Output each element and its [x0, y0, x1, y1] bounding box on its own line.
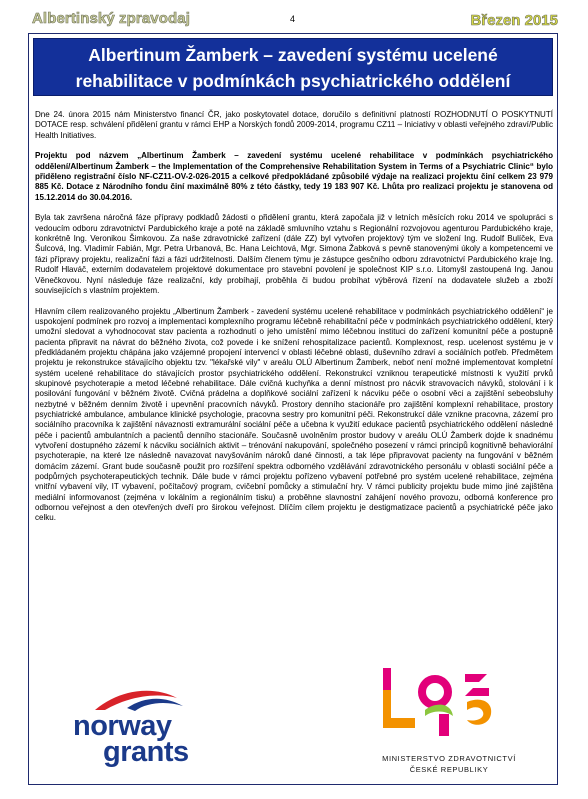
paragraph-announcement: Dne 24. února 2015 nám Ministerstvo financí ČR, jako poskytovatel dotace, doručilo s definitivní platností ROZHODNUTÍ O POSKYTNUTÍ DOTACE resp. schválení přidělení grantu v rámci EHP a Norských fondů 2009-2014, programu CZ11 – Iniciativy v oblasti veřejného zdraví/Public Health Initiatives.	[35, 110, 553, 140]
norway-word: norway	[73, 710, 172, 742]
paragraph-project-details: Projektu pod názvem „Albertinum Žamberk – zavedení systému ucelené rehabilitace v podmínkách psychiatrického oddělení/Albertinum Žamberk – the Implementation of the Comprehensive Rehabilitation System in Terms of a Psychiatric Clinic“ bylo přiděleno registrační číslo NF-CZ11-OV-2-026-2015 a celkové předpokládané způsobilé výdaje na realizaci projektu činí celkem 23 979 885 Kč. Dotace z Národního fondu činí maximálně 80% z této částky, tedy 19 183 907 Kč. Lhůta pro realizaci projektu je stanovena od 15.12.2014 do 30.04.2016.	[35, 151, 553, 202]
page-number: 4	[290, 14, 296, 24]
article-title-line-1: Albertinum Žamberk – zavedení systému ucelené	[88, 45, 498, 65]
page-header	[28, 10, 558, 32]
ministry-emblem-icon	[369, 662, 519, 744]
norway-grants-logo	[73, 684, 223, 768]
ministry-name-line-1: MINISTERSTVO ZDRAVOTNICTVÍ	[382, 754, 516, 763]
article-body	[35, 110, 553, 534]
paragraph-main-goal: Hlavním cílem realizovaného projektu „Albertinum Žamberk - zavedení systému ucelené rehabilitace v podmínkách psychiatrického oddělení“ je uspokojení podmínek pro rozvoj a implementaci komplexního programu léčebně rehabilitační péče v podmínkách psychiatrického oddělení, který umožní sledovat a vyhodnocovat stav pacienta a rozhodnutí o jeho umístění mimo léčebnou instituci do zařízení komunitní péče a postupně pacienta připravit na návrat do běžného života, což povede i ke snížení rehospitalizace pacientů. Komplexnost, resp. ucelenost systému je v předkládaném projektu chápána jako vzájemné propojení intervencí v oblasti léčebné oblasti, duševního zdraví a sociálních potřeb. Předmětem projektu je rekonstrukce stávajícího objektu tzv. "lékařské vily" v areálu OLÚ Albertinum Žamberk, neboť není možné implementovat kompletní systém ucelené rehabilitace do stávajících prostor psychiatrického oddělení. Rekonstrukcí vzniknou terapeutické místnosti k využití prvků skupinové psychoterapie a metod léčebné rehabilitace. Dále cvičná kuchyňka a denní místnost pro nácvik stravovacích návyků, stolování i k posilování fungování v běžném životě. Cvičná prádelna a doplňkové sociální zařízení k nácviku péče o osobní věci a zajištění sebeobsluhy nezbytné v běžném denním životě i upevnění pracovních návyků. Prostory denního stacionáře pro zajištění komplexní rehabilitace, prostory psychiatrické ambulance, ambulance klinické psychologie, pracovna sestry pro komunitní péči. Rekonstrukcí dále vznikne pracovna, zázemí pro sociálního pracovníka k zajištění návaznosti extramurální sociální péče a učebna k využití edukace pacientů psychiatrického oddělení následné péče i pacientů ambulantních a pacientů denního stacionáře. Současně uvolněním prostor budovy v areálu OLÚ Žamberk dojde k snadnému vytvoření dostupného zázemí k nácviku sociálních aktivit – trénování nakupování, společného posezení v rámci principů kognitivně behaviorální psychoterapie, na které lze následně navazovat navyšováním nároků dané činnosti, a tak lépe připravovat pacienty na fungování v běžném domácím zázemí. Grant bude současně použit pro rozšíření spektra odborného vzdělávání zdravotnického personálu v oblasti sociální péče a podpůrných psychoterapeutických technik. Dále bude v rámci projektu pořízeno vybavení potřebné pro systém ucelené rehabilitace, zejména vnitřní vybavení vily, IT vybavení, počítačový program, cvičební pomůcky a stimulační hry. V rámci publicity projektu bude mimo jiné zajištěna mediální informovanost (zejména v lokálním a regionálním tisku) a proběhne slavnostní zahájení nového provozu, odborná konference pro odbornou veřejnost a den otevřených dveří pro širokou veřejnost. Dlíčím cílem projektu je destigmatizace pacientů a psychiatrické péče jako celku.	[35, 306, 553, 523]
article-title	[33, 38, 553, 96]
issue-date: Březen 2015	[470, 12, 558, 29]
article-title-line-2: rehabilitace v podmínkách psychiatrického oddělení	[75, 71, 511, 91]
article-frame	[28, 33, 558, 785]
ministry-name-line-2: ČESKÉ REPUBLIKY	[409, 765, 489, 774]
grants-word: grants	[103, 736, 189, 768]
paragraph-preparation: Byla tak završena náročná fáze přípravy podkladů žádosti o přidělení grantu, která započala již v letních měsících roku 2014 ve spolupráci s vedoucím odboru zdravotnictví Pardubického kraje a poté na základě smluvního vztahu s Regionální rozvojovou agenturou Pardubického kraje, konkrétně Ing. Veronikou Šimkovou. Za naše zdravotnické zařízení (dále ZZ) byl vytvořen projektový tým ve složení Ing. Rudolf Bulíček, Eva Šulcová, Ing. Vladimír Fabián, Mgr. Petra Urbanová, Bc. Hana Leichtová, Mgr. Simona Žabková s pevně stanovenými úkoly a kompetencemi ve fázi přípravy projektu, realizační fázi a fázi udržitelnosti. Dalším členem týmu je zástupce gesčního odboru zdravotnictví Pardubického kraje Ing. Rudolf Hlaváč, externím dodavatelem projektové dokumentace pro stavební povolení je společnost KIP s.r.o. Litomyšl zastoupená Ing. Janou Věnečkovou. Nyní následuje fáze realizační, kdy probíhají, proběhla či budou probíhat výběrová řízení na dodavatele služeb a zboží souvisejících s vlastním projektem.	[35, 213, 553, 295]
publication-name: Albertinský zpravodaj	[32, 10, 190, 27]
ministry-of-health-logo	[369, 662, 519, 776]
